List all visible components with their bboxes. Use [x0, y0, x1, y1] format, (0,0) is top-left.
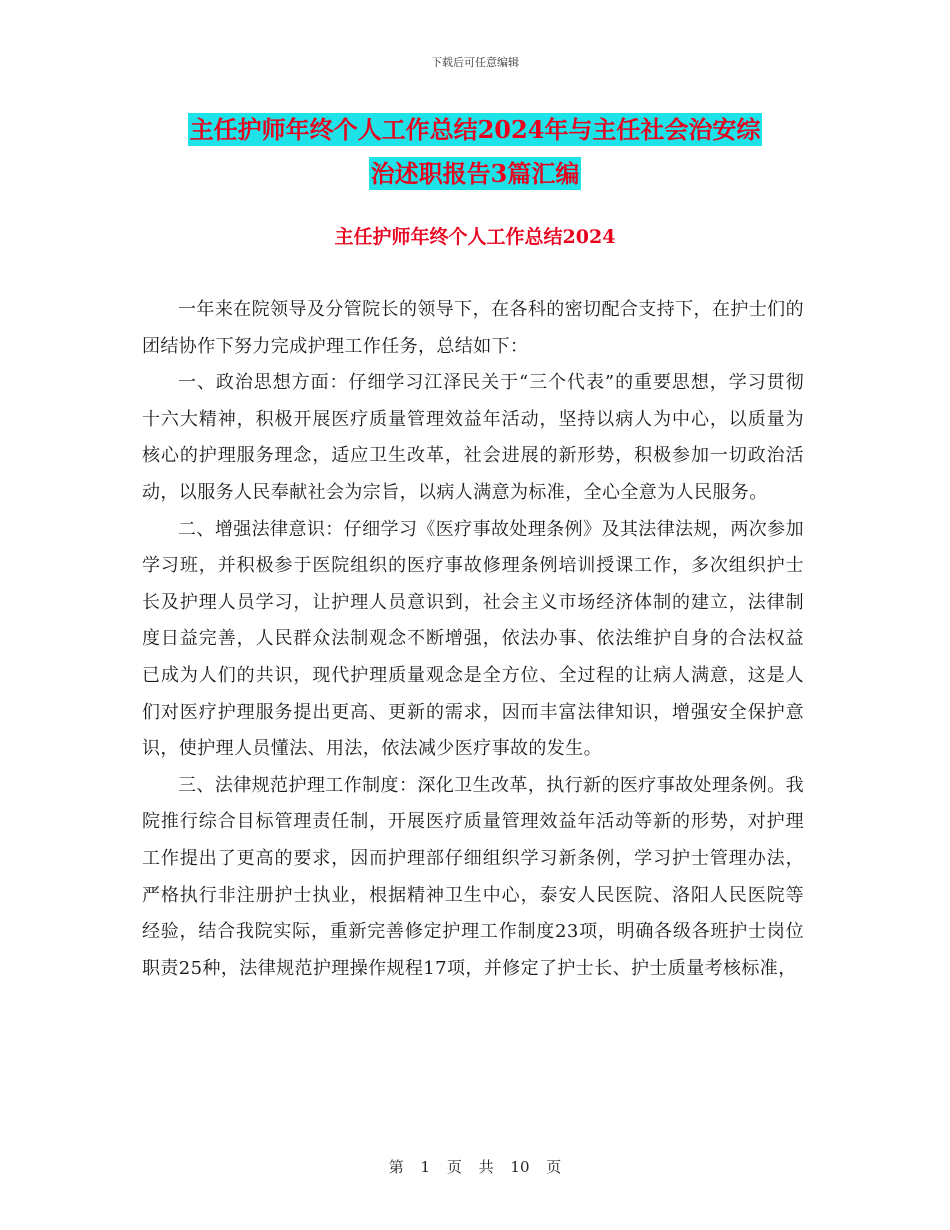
header-note: 下载后可任意编辑: [431, 56, 519, 69]
footer-total-unit: 页: [546, 1158, 562, 1176]
paragraph: 一、政治思想方面：仔细学习江泽民关于“三个代表”的重要思想，学习贯彻十六大精神，积极开展医疗质量管理效益年活动，坚持以病人为中心，以质量为核心的护理服务理念，适应卫生改革，社会进展的新形势，积极参加一切政治活动，以服务人民奉献社会为宗旨，以病人满意为标准，全心全意为人民服务。: [142, 372, 804, 503]
document-title-text-2: 治述职报告3篇汇编: [370, 159, 580, 188]
document-title-text-1: 主任护师年终个人工作总结2024年与主任社会治安综: [189, 115, 761, 144]
body-text: [142, 292, 804, 987]
document-title-line-2: [0, 156, 950, 192]
page-number: 1: [420, 1158, 431, 1176]
section-title: 主任护师年终个人工作总结2024: [334, 226, 616, 248]
paragraph: 三、法律规范护理工作制度：深化卫生改革，执行新的医疗事故处理条例。我院推行综合目标管理责任制，开展医疗质量管理效益年活动等新的形势，对护理工作提出了更高的要求，因而护理部仔细组织学习新条例，学习护士管理办法，严格执行非注册护士执业，根据精神卫生中心，泰安人民医院、洛阳人民医院等经验，结合我院实际，重新完善修定护理工作制度23项，明确各级各班护士岗位职责25种，法律规范护理操作规程17项，并修定了护士长、护士质量考核标准，: [142, 774, 804, 979]
page-footer: [0, 1156, 950, 1177]
footer-page-unit: 页: [446, 1158, 462, 1176]
page-total: 10: [510, 1158, 530, 1176]
paragraph: 一年来在院领导及分管院长的领导下，在各科的密切配合支持下，在护士们的团结协作下努力完成护理工作任务，总结如下：: [142, 299, 804, 357]
document-title-line-1: [0, 112, 950, 148]
footer-total-prefix: 共: [478, 1158, 494, 1176]
footer-prefix: 第: [388, 1158, 404, 1176]
paragraph: 二、增强法律意识：仔细学习《医疗事故处理条例》及其法律法规，两次参加学习班，并积极参于医院组织的医疗事故修理条例培训授课工作，多次组织护士长及护理人员学习，让护理人员意识到，社会主义市场经济体制的建立，法律制度日益完善，人民群众法制观念不断增强，依法办事、依法维护自身的合法权益已成为人们的共识，现代护理质量观念是全方位、全过程的让病人满意，这是人们对医疗护理服务提出更高、更新的需求，因而丰富法律知识，增强安全保护意识，使护理人员懂法、用法，依法减少医疗事故的发生。: [142, 518, 804, 760]
